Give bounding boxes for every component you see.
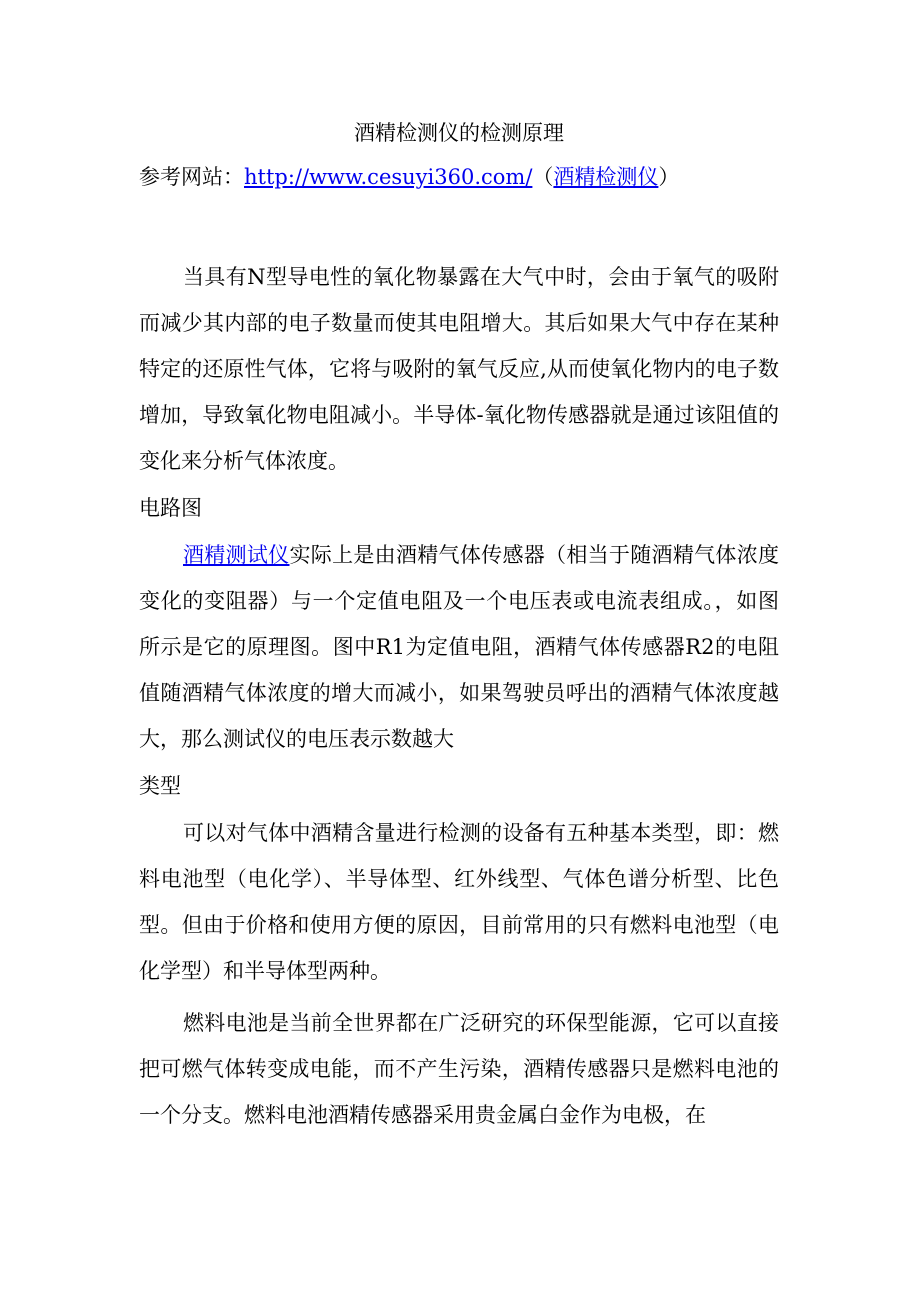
document-title: 酒精检测仪的检测原理 [354, 121, 564, 145]
paragraph-principle: 当具有N型导电性的氧化物暴露在大气中时，会由于氧气的吸附而减少其内部的电子数量而使其电阻增大。其后如果大气中存在某种特定的还原性气体，它将与吸附的氧气反应,从而使氧化物内的电子数增加，导致氧化物电阻减小。半导体-氧化物传感器就是通过该阻值的变化来分析气体浓度。 [139, 265, 779, 473]
paragraph-circuit [139, 532, 779, 762]
reference-prefix: 参考网站： [139, 165, 244, 189]
paragraph-types: 可以对气体中酒精含量进行检测的设备有五种基本类型，即：燃料电池型（电化学）、半导体型、红外线型、气体色谱分析型、比色型。但由于价格和使用方便的原因，目前常用的只有燃料电池型（电化学型）和半导体型两种。 [139, 821, 779, 983]
reference-paren-open: （ [532, 165, 554, 189]
heading-circuit: 电路图 [139, 496, 202, 520]
reference-paren-close: ） [658, 165, 680, 189]
heading-types: 类型 [139, 774, 181, 798]
paragraph-fuel-cell: 燃料电池是当前全世界都在广泛研究的环保型能源，它可以直接把可燃气体转变成电能，而不产生污染，酒精传感器只是燃料电池的一个分支。燃料电池酒精传感器采用贵金属白金作为电极，在 [139, 1011, 779, 1127]
reference-keyword-link[interactable]: 酒精检测仪 [553, 165, 659, 189]
spacer [139, 192, 779, 254]
tester-link[interactable]: 酒精测试仪 [183, 543, 290, 567]
reference-url-link[interactable]: http://www.cesuyi360.com/ [244, 165, 533, 189]
paragraph-circuit-text: 实际上是由酒精气体传感器（相当于随酒精气体浓度变化的变阻器）与一个定值电阻及一个电压表或电流表组成。，如图所示是它的原理图。图中R1为定值电阻，酒精气体传感器R2的电阻值随酒精气体浓度的增大而减小，如果驾驶员呼出的酒精气体浓度越大，那么测试仪的电压表示数越大 [139, 543, 780, 751]
reference-line [139, 162, 779, 192]
document-body [139, 118, 779, 1138]
